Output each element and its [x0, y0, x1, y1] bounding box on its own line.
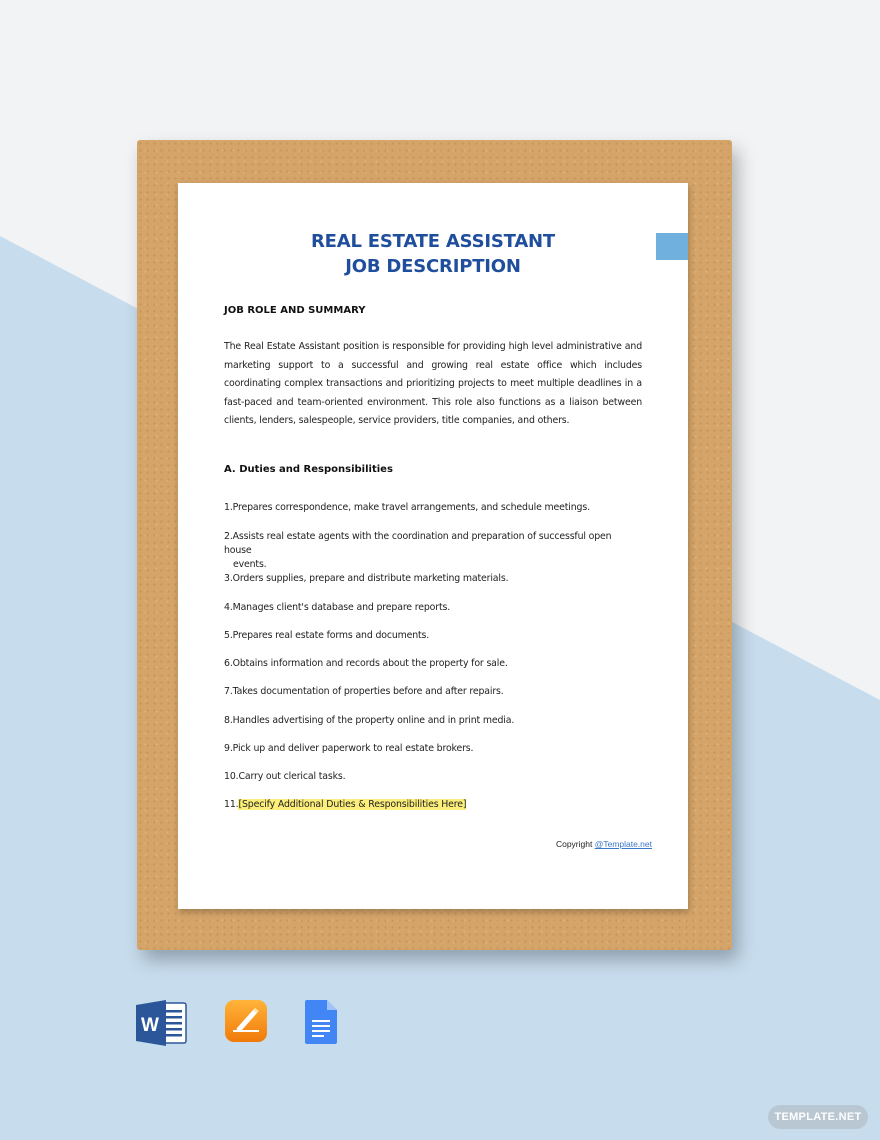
- duty-item: 5.Prepares real estate forms and documents.: [224, 630, 430, 641]
- duty-item: 8.Handles advertising of the property online and in print media.: [224, 715, 515, 726]
- copyright-notice: Copyright @Template.net: [555, 839, 652, 849]
- duty-item: 4.Manages client's database and prepare reports.: [224, 602, 451, 613]
- duty-item: 6.Obtains information and records about the property for sale.: [224, 658, 508, 669]
- section-heading-duties: A. Duties and Responsibilities: [224, 464, 393, 475]
- title-line-2: JOB DESCRIPTION: [345, 256, 521, 277]
- title-line-1: REAL ESTATE ASSISTANT: [310, 231, 555, 252]
- pages-icon[interactable]: [225, 1000, 269, 1049]
- placeholder-highlight: [Specify Additional Duties & Responsibilities Here]: [238, 799, 467, 810]
- template-net-badge[interactable]: TEMPLATE.NET: [768, 1105, 868, 1129]
- word-letter: W: [141, 1015, 159, 1036]
- word-icon[interactable]: [136, 1000, 188, 1051]
- duty-item: 9.Pick up and deliver paperwork to real estate brokers.: [224, 743, 474, 754]
- duty-item-placeholder: 11.[Specify Additional Duties & Responsibilities Here]: [224, 799, 467, 810]
- google-docs-icon[interactable]: [305, 1000, 337, 1049]
- duty-item: 7.Takes documentation of properties before and after repairs.: [224, 686, 504, 697]
- template-link[interactable]: @Template.net: [594, 839, 652, 849]
- document-page: [178, 183, 688, 909]
- summary-paragraph: The Real Estate Assistant position is responsible for providing high level administrative and marketing support to a successful and growing real estate office which includes coordinating complex transactions and prioritizing projects to meet multiple deadlines in a fast-paced and team-oriented environment. This role also functions as a liaison between clients, lenders, salespeople, service providers, title companies, and others.: [224, 341, 642, 427]
- duty-item: 10.Carry out clerical tasks.: [224, 771, 346, 782]
- duty-item: 1.Prepares correspondence, make travel arrangements, and schedule meetings.: [224, 502, 590, 513]
- section-heading-job-role: JOB ROLE AND SUMMARY: [224, 305, 366, 316]
- duty-item: 3.Orders supplies, prepare and distribute marketing materials.: [224, 573, 509, 584]
- duty-item: 2.Assists real estate agents with the coordination and preparation of successful open house events.: [224, 531, 612, 570]
- document-title: [178, 229, 688, 279]
